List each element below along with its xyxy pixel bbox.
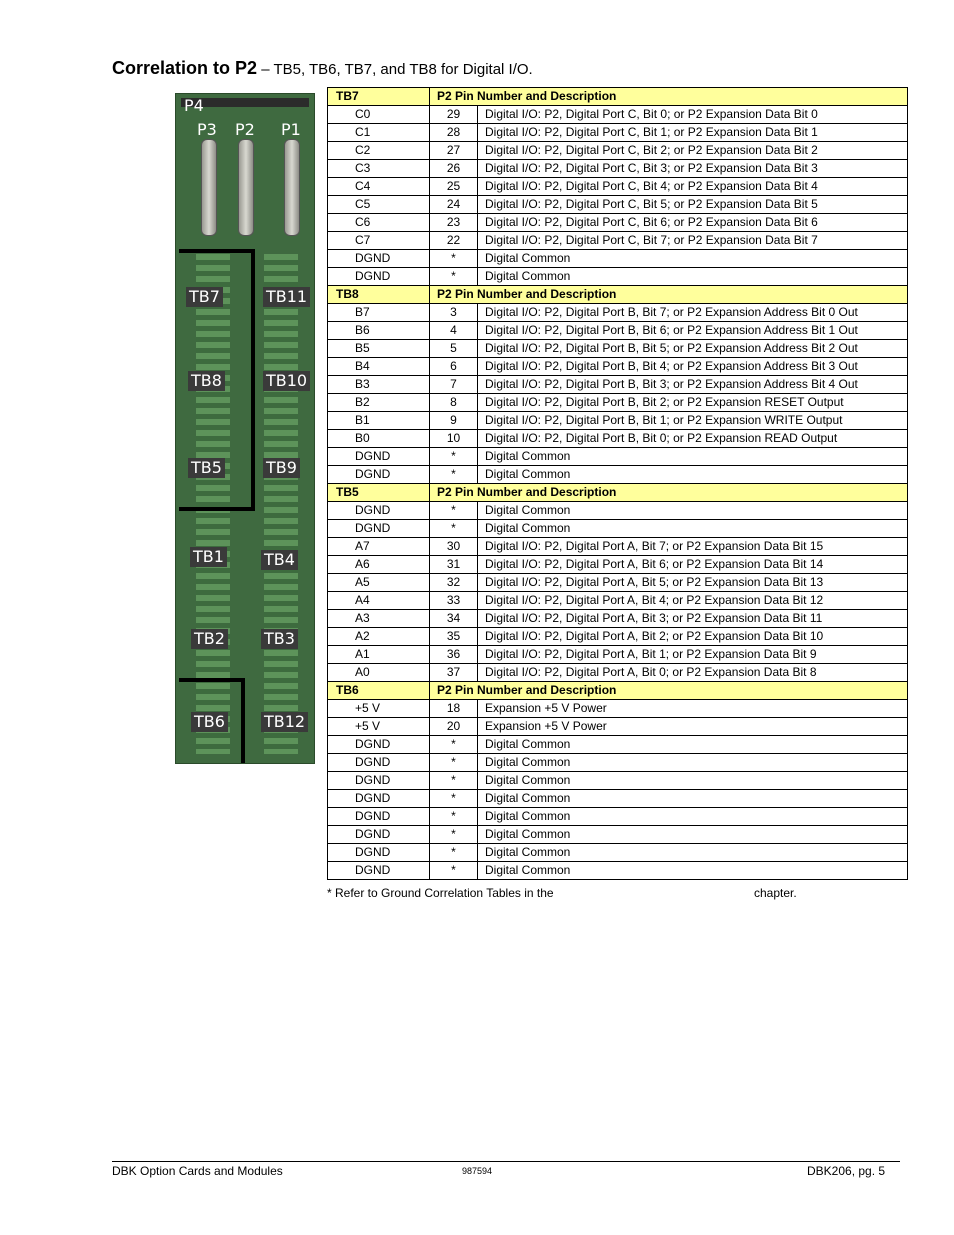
board-label-p1: P1	[281, 120, 301, 139]
table-row	[328, 268, 908, 286]
table-row	[328, 628, 908, 646]
pin-cell: *	[430, 772, 478, 790]
table-row	[328, 430, 908, 448]
pin-cell: *	[430, 754, 478, 772]
description-cell: Digital I/O: P2, Digital Port A, Bit 0; or P2 Expansion Data Bit 8	[478, 664, 908, 682]
pin-cell: *	[430, 826, 478, 844]
description-cell: Digital I/O: P2, Digital Port A, Bit 4; or P2 Expansion Data Bit 12	[478, 592, 908, 610]
pin-cell: 26	[430, 160, 478, 178]
board-label-tb10: TB10	[263, 371, 310, 391]
pin-cell: 36	[430, 646, 478, 664]
description-cell: Digital Common	[478, 826, 908, 844]
signal-cell: A6	[328, 556, 430, 574]
table-row	[328, 250, 908, 268]
board-label-tb8: TB8	[188, 371, 225, 391]
table-row	[328, 790, 908, 808]
table-row	[328, 196, 908, 214]
section-name: TB7	[328, 88, 430, 106]
description-cell: Digital I/O: P2, Digital Port C, Bit 7; or P2 Expansion Data Bit 7	[478, 232, 908, 250]
table-row	[328, 556, 908, 574]
signal-cell: B5	[328, 340, 430, 358]
description-cell: Digital I/O: P2, Digital Port B, Bit 3; or P2 Expansion Address Bit 4 Out	[478, 376, 908, 394]
signal-cell: DGND	[328, 250, 430, 268]
signal-cell: C4	[328, 178, 430, 196]
description-cell: Digital Common	[478, 736, 908, 754]
section-header-row	[328, 88, 908, 106]
description-cell: Digital I/O: P2, Digital Port A, Bit 1; or P2 Expansion Data Bit 9	[478, 646, 908, 664]
signal-cell: C5	[328, 196, 430, 214]
table-row	[328, 502, 908, 520]
section-header-row	[328, 682, 908, 700]
signal-cell: DGND	[328, 502, 430, 520]
signal-cell: +5 V	[328, 718, 430, 736]
table-row	[328, 142, 908, 160]
board-label-tb11: TB11	[263, 287, 310, 307]
table-row	[328, 466, 908, 484]
description-cell: Digital I/O: P2, Digital Port B, Bit 1; or P2 Expansion WRITE Output	[478, 412, 908, 430]
board-label-p4: P4	[184, 96, 204, 115]
table-row	[328, 214, 908, 232]
board-label-p3: P3	[197, 120, 217, 139]
description-cell: Digital I/O: P2, Digital Port A, Bit 3; or P2 Expansion Data Bit 11	[478, 610, 908, 628]
description-cell: Digital Common	[478, 268, 908, 286]
signal-cell: DGND	[328, 448, 430, 466]
signal-cell: DGND	[328, 790, 430, 808]
description-cell: Digital Common	[478, 250, 908, 268]
highlight-outline	[179, 507, 255, 511]
pin-cell: 32	[430, 574, 478, 592]
signal-cell: B0	[328, 430, 430, 448]
footnote-lead: * Refer to Ground Correlation Tables in the	[327, 886, 554, 900]
pin-cell: *	[430, 520, 478, 538]
footer-page-number: DBK206, pg. 5	[807, 1164, 886, 1178]
signal-cell: A7	[328, 538, 430, 556]
description-cell: Digital I/O: P2, Digital Port C, Bit 2; or P2 Expansion Data Bit 2	[478, 142, 908, 160]
signal-cell: DGND	[328, 772, 430, 790]
pin-cell: 3	[430, 304, 478, 322]
signal-cell: DGND	[328, 268, 430, 286]
signal-cell: A4	[328, 592, 430, 610]
board-photo	[175, 93, 315, 764]
description-cell: Digital I/O: P2, Digital Port C, Bit 0; or P2 Expansion Data Bit 0	[478, 106, 908, 124]
section-heading	[112, 58, 533, 79]
pin-cell: 9	[430, 412, 478, 430]
description-cell: Digital I/O: P2, Digital Port A, Bit 5; or P2 Expansion Data Bit 13	[478, 574, 908, 592]
pin-cell: 37	[430, 664, 478, 682]
table-row	[328, 412, 908, 430]
table-row	[328, 592, 908, 610]
table-row	[328, 736, 908, 754]
pin-cell: 8	[430, 394, 478, 412]
description-cell: Digital Common	[478, 448, 908, 466]
description-cell: Digital Common	[478, 772, 908, 790]
pin-cell: 25	[430, 178, 478, 196]
board-label-tb5: TB5	[188, 458, 225, 478]
signal-cell: DGND	[328, 754, 430, 772]
signal-cell: DGND	[328, 862, 430, 880]
pin-cell: 18	[430, 700, 478, 718]
signal-cell: DGND	[328, 826, 430, 844]
table-row	[328, 340, 908, 358]
section-header-label: P2 Pin Number and Description	[430, 88, 908, 106]
signal-cell: DGND	[328, 466, 430, 484]
pin-cell: 4	[430, 322, 478, 340]
pin-correlation-table	[327, 87, 908, 880]
table-row	[328, 610, 908, 628]
table-row	[328, 376, 908, 394]
signal-cell: B6	[328, 322, 430, 340]
highlight-outline	[251, 249, 255, 511]
section-header-row	[328, 484, 908, 502]
section-header-row	[328, 286, 908, 304]
section-name: TB6	[328, 682, 430, 700]
footer-doc-number: 987594	[462, 1166, 493, 1176]
board-label-tb7: TB7	[186, 287, 223, 307]
highlight-outline	[179, 249, 255, 253]
table-row	[328, 826, 908, 844]
signal-cell: C2	[328, 142, 430, 160]
footer-rule	[112, 1161, 900, 1162]
pin-cell: 23	[430, 214, 478, 232]
board-label-tb1: TB1	[190, 547, 227, 567]
table-row	[328, 574, 908, 592]
description-cell: Digital I/O: P2, Digital Port B, Bit 5; or P2 Expansion Address Bit 2 Out	[478, 340, 908, 358]
pin-cell: *	[430, 862, 478, 880]
heading-sub: – TB5, TB6, TB7, and TB8 for Digital I/O.	[257, 61, 533, 78]
p3-connector	[201, 139, 217, 236]
board-label-tb3: TB3	[261, 629, 298, 649]
description-cell: Digital I/O: P2, Digital Port B, Bit 4; or P2 Expansion Address Bit 3 Out	[478, 358, 908, 376]
signal-cell: A1	[328, 646, 430, 664]
description-cell: Digital Common	[478, 520, 908, 538]
table-row	[328, 322, 908, 340]
signal-cell: A5	[328, 574, 430, 592]
section-name: TB5	[328, 484, 430, 502]
section-name: TB8	[328, 286, 430, 304]
pin-cell: *	[430, 736, 478, 754]
pin-cell: *	[430, 844, 478, 862]
table-row	[328, 358, 908, 376]
pin-cell: 22	[430, 232, 478, 250]
signal-cell: A2	[328, 628, 430, 646]
table-row	[328, 862, 908, 880]
pin-cell: 35	[430, 628, 478, 646]
table-row	[328, 754, 908, 772]
table-row	[328, 772, 908, 790]
footnote-tail: chapter.	[754, 886, 797, 900]
board-label-tb9: TB9	[263, 458, 300, 478]
description-cell: Digital Common	[478, 844, 908, 862]
table-row	[328, 448, 908, 466]
description-cell: Digital Common	[478, 790, 908, 808]
signal-cell: B4	[328, 358, 430, 376]
signal-cell: B2	[328, 394, 430, 412]
pin-cell: 31	[430, 556, 478, 574]
signal-cell: B3	[328, 376, 430, 394]
table-row	[328, 124, 908, 142]
heading-main: Correlation to P2	[112, 58, 258, 78]
signal-cell: C0	[328, 106, 430, 124]
pin-cell: 27	[430, 142, 478, 160]
description-cell: Digital I/O: P2, Digital Port C, Bit 3; or P2 Expansion Data Bit 3	[478, 160, 908, 178]
table-row	[328, 520, 908, 538]
pin-cell: 6	[430, 358, 478, 376]
signal-cell: C1	[328, 124, 430, 142]
description-cell: Digital I/O: P2, Digital Port C, Bit 5; or P2 Expansion Data Bit 5	[478, 196, 908, 214]
description-cell: Expansion +5 V Power	[478, 700, 908, 718]
pin-cell: 5	[430, 340, 478, 358]
table-row	[328, 304, 908, 322]
pin-cell: *	[430, 790, 478, 808]
description-cell: Digital Common	[478, 754, 908, 772]
description-cell: Expansion +5 V Power	[478, 718, 908, 736]
table-row	[328, 844, 908, 862]
signal-cell: DGND	[328, 520, 430, 538]
description-cell: Digital Common	[478, 808, 908, 826]
section-header-label: P2 Pin Number and Description	[430, 682, 908, 700]
table-row	[328, 718, 908, 736]
p1-connector	[284, 139, 300, 236]
description-cell: Digital I/O: P2, Digital Port B, Bit 7; or P2 Expansion Address Bit 0 Out	[478, 304, 908, 322]
highlight-outline	[179, 678, 245, 682]
description-cell: Digital I/O: P2, Digital Port A, Bit 7; or P2 Expansion Data Bit 15	[478, 538, 908, 556]
board-label-p2: P2	[235, 120, 255, 139]
table-row	[328, 160, 908, 178]
description-cell: Digital I/O: P2, Digital Port C, Bit 1; or P2 Expansion Data Bit 1	[478, 124, 908, 142]
board-label-tb12: TB12	[261, 712, 308, 732]
signal-cell: +5 V	[328, 700, 430, 718]
board-label-tb2: TB2	[191, 629, 228, 649]
table-row	[328, 808, 908, 826]
board-label-tb4: TB4	[261, 550, 298, 570]
section-header-label: P2 Pin Number and Description	[430, 286, 908, 304]
description-cell: Digital I/O: P2, Digital Port C, Bit 6; or P2 Expansion Data Bit 6	[478, 214, 908, 232]
table-row	[328, 394, 908, 412]
p2-connector	[238, 139, 254, 236]
pin-cell: *	[430, 808, 478, 826]
pin-cell: 20	[430, 718, 478, 736]
table-row	[328, 646, 908, 664]
pin-cell: 7	[430, 376, 478, 394]
table-row	[328, 700, 908, 718]
signal-cell: B7	[328, 304, 430, 322]
signal-cell: DGND	[328, 808, 430, 826]
pin-cell: *	[430, 250, 478, 268]
table-row	[328, 538, 908, 556]
table-row	[328, 106, 908, 124]
footnote	[327, 886, 797, 900]
signal-cell: C6	[328, 214, 430, 232]
signal-cell: C7	[328, 232, 430, 250]
table-row	[328, 232, 908, 250]
table-row	[328, 178, 908, 196]
pin-cell: *	[430, 448, 478, 466]
pin-cell: 33	[430, 592, 478, 610]
pin-cell: *	[430, 502, 478, 520]
description-cell: Digital Common	[478, 502, 908, 520]
signal-cell: DGND	[328, 844, 430, 862]
signal-cell: A0	[328, 664, 430, 682]
signal-cell: A3	[328, 610, 430, 628]
signal-cell: DGND	[328, 736, 430, 754]
description-cell: Digital I/O: P2, Digital Port C, Bit 4; or P2 Expansion Data Bit 4	[478, 178, 908, 196]
description-cell: Digital I/O: P2, Digital Port A, Bit 6; or P2 Expansion Data Bit 14	[478, 556, 908, 574]
highlight-outline	[241, 678, 245, 764]
pin-cell: 10	[430, 430, 478, 448]
footer-left: DBK Option Cards and Modules	[112, 1164, 283, 1178]
board-label-tb6: TB6	[191, 712, 228, 732]
pin-cell: 34	[430, 610, 478, 628]
description-cell: Digital I/O: P2, Digital Port B, Bit 6; or P2 Expansion Address Bit 1 Out	[478, 322, 908, 340]
signal-cell: C3	[328, 160, 430, 178]
table-row	[328, 664, 908, 682]
description-cell: Digital Common	[478, 466, 908, 484]
right-terminal-strip	[264, 254, 298, 754]
pin-cell: 28	[430, 124, 478, 142]
pin-cell: *	[430, 466, 478, 484]
description-cell: Digital Common	[478, 862, 908, 880]
pin-cell: 30	[430, 538, 478, 556]
section-header-label: P2 Pin Number and Description	[430, 484, 908, 502]
pin-cell: 24	[430, 196, 478, 214]
description-cell: Digital I/O: P2, Digital Port B, Bit 2; or P2 Expansion RESET Output	[478, 394, 908, 412]
description-cell: Digital I/O: P2, Digital Port A, Bit 2; or P2 Expansion Data Bit 10	[478, 628, 908, 646]
pin-cell: 29	[430, 106, 478, 124]
pin-cell: *	[430, 268, 478, 286]
signal-cell: B1	[328, 412, 430, 430]
description-cell: Digital I/O: P2, Digital Port B, Bit 0; or P2 Expansion READ Output	[478, 430, 908, 448]
